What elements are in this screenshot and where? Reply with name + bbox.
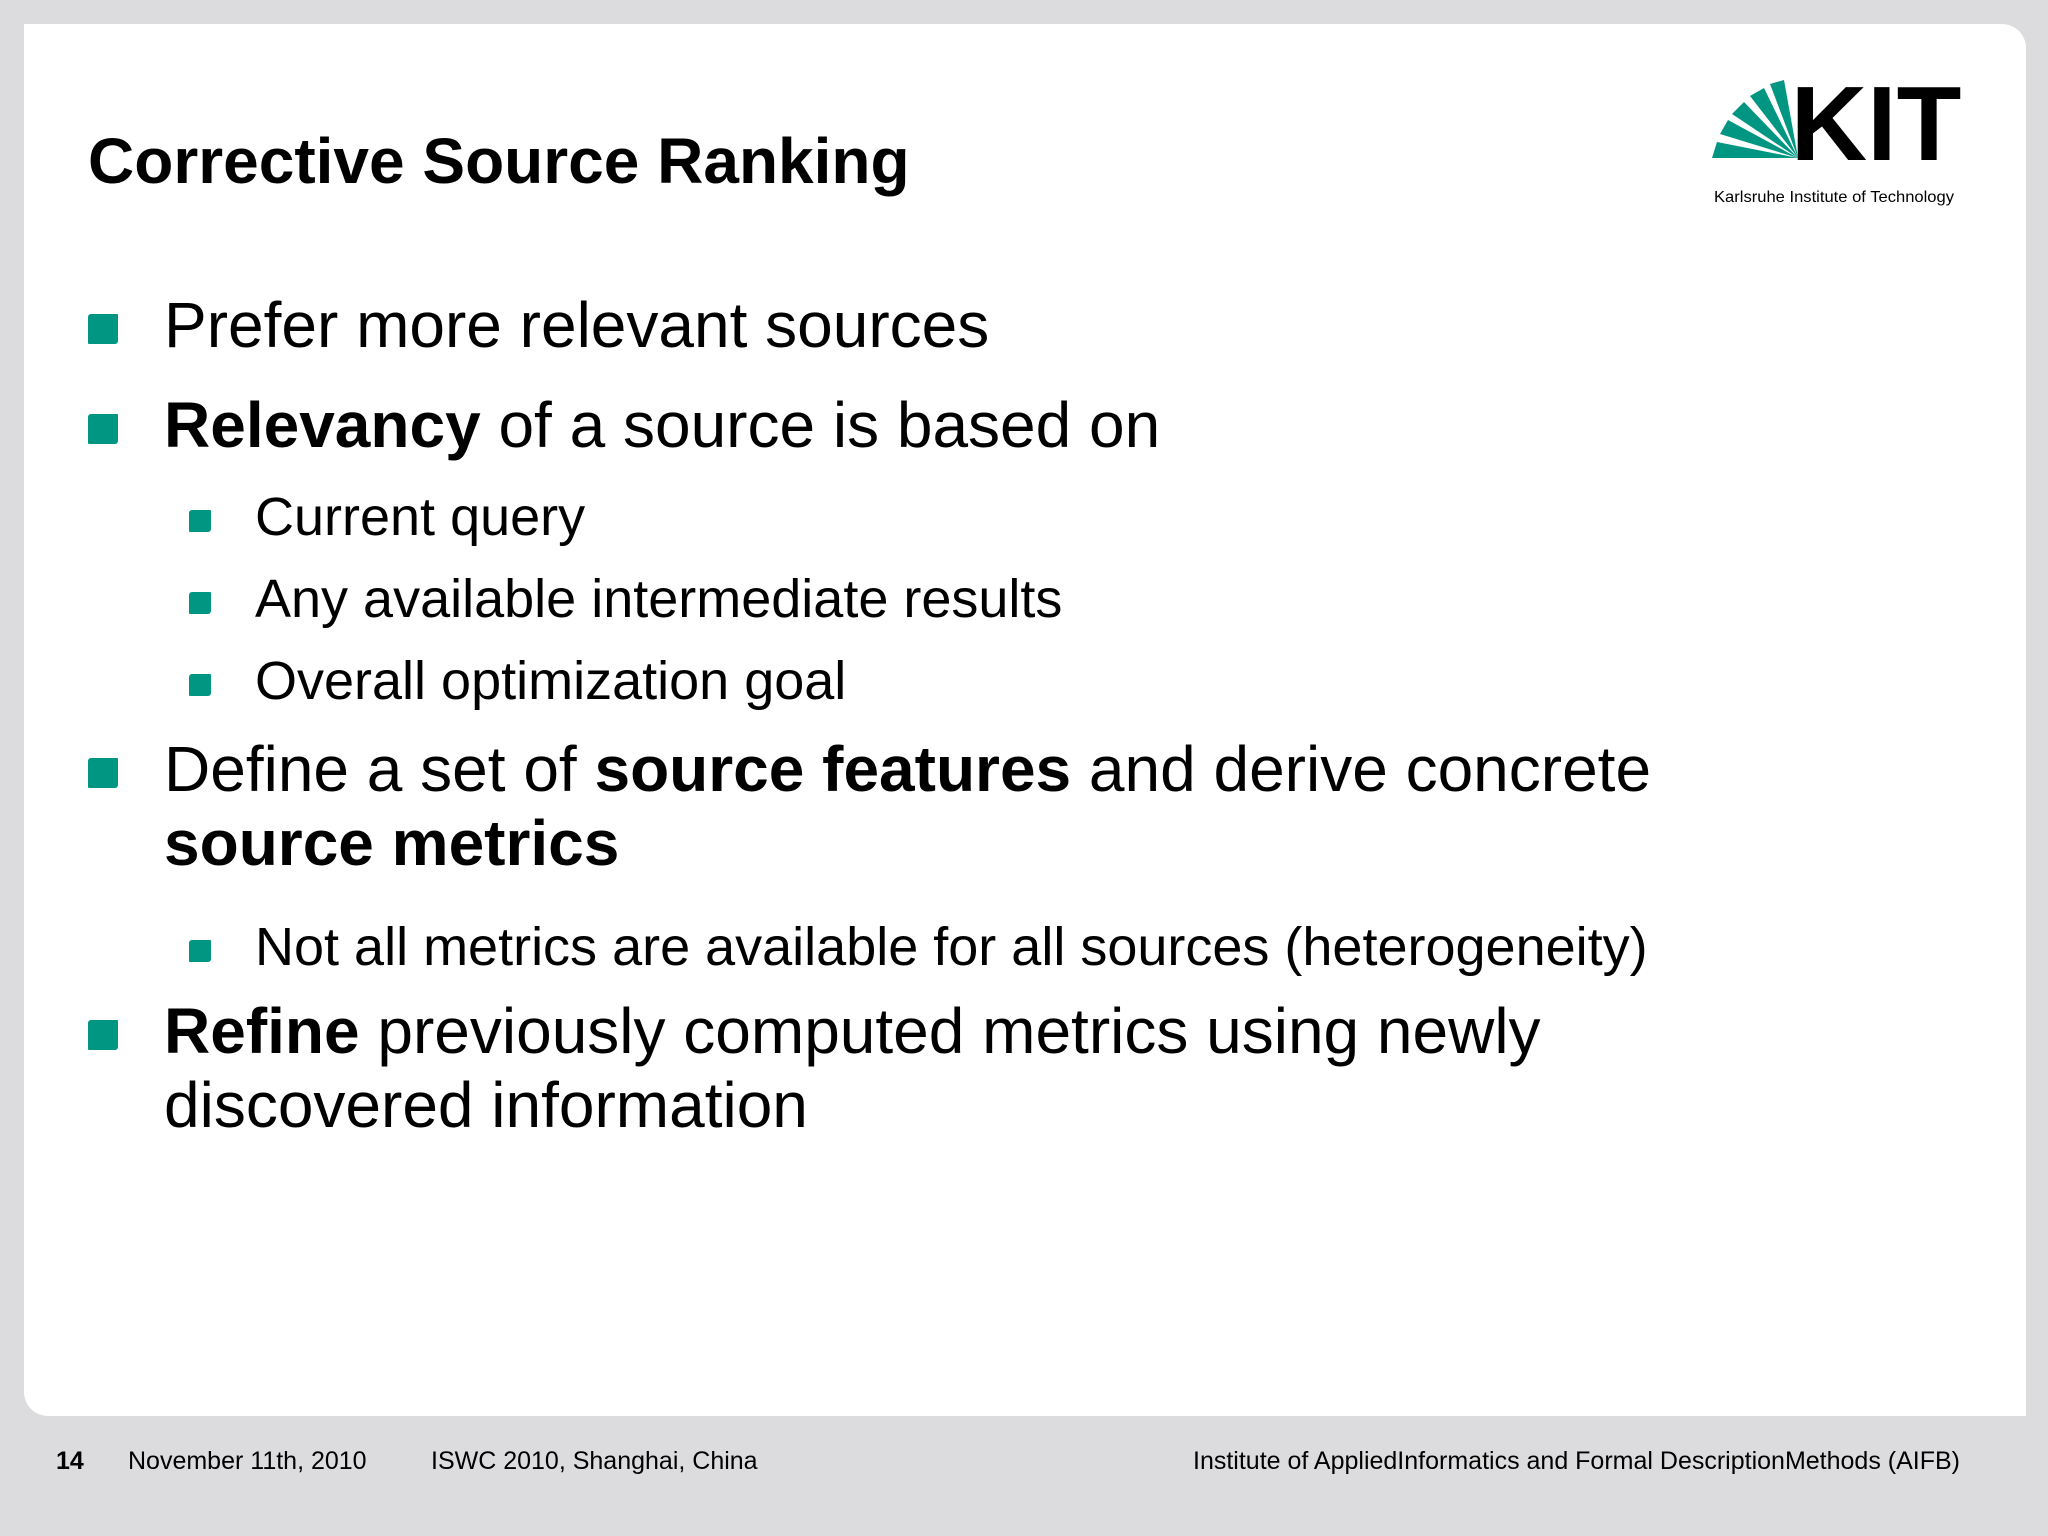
bullet-text: Overall optimization goal	[255, 651, 847, 711]
kit-wordmark: KIT	[1790, 72, 1962, 183]
bullet-square-icon	[189, 510, 211, 532]
bullet-line-1	[164, 732, 1651, 806]
sub-bullet-optimization-goal	[255, 650, 846, 712]
slide-title: Corrective Source Ranking	[88, 125, 910, 197]
footer-institute: Institute of AppliedInformatics and Formal DescriptionMethods (AIFB)	[1193, 1447, 1960, 1475]
bullet-square-icon	[189, 940, 211, 962]
bullet-source-features	[164, 732, 1651, 880]
slide	[24, 24, 2026, 1416]
bullet-square-icon	[189, 592, 211, 614]
bullet-square-icon	[88, 414, 118, 444]
bullet-text: previously computed metrics using newly	[359, 995, 1541, 1067]
bullet-text: Not all metrics are available for all sources (heterogeneity)	[255, 917, 1648, 977]
bullet-prefer-sources	[164, 288, 989, 362]
footer-conference: ISWC 2010, Shanghai, China	[431, 1447, 758, 1475]
bullet-text: and derive concrete	[1071, 733, 1652, 805]
page-number: 14	[56, 1447, 84, 1475]
bullet-square-icon	[88, 1020, 118, 1050]
bullet-text: Any available intermediate results	[255, 569, 1063, 629]
bullet-square-icon	[189, 674, 211, 696]
bullet-bold-term: Refine	[164, 995, 360, 1067]
footer-date: November 11th, 2010	[128, 1447, 367, 1475]
kit-logo-caption: Karlsruhe Institute of Technology	[1714, 189, 1954, 206]
sub-bullet-current-query	[255, 486, 585, 548]
bullet-bold-term: Relevancy	[164, 389, 481, 461]
bullet-refine-metrics	[164, 994, 1541, 1142]
bullet-text: Current query	[255, 487, 586, 547]
bullet-relevancy	[164, 388, 1160, 462]
bullet-text: Define a set of	[164, 733, 595, 805]
bullet-text: of a source is based on	[480, 389, 1161, 461]
bullet-square-icon	[88, 758, 118, 788]
bullet-line-1	[164, 994, 1541, 1068]
sub-bullet-heterogeneity	[255, 916, 1648, 978]
bullet-list	[24, 24, 2026, 1416]
bullet-text: Prefer more relevant sources	[164, 289, 990, 361]
sub-bullet-intermediate-results	[255, 568, 1062, 630]
bullet-bold-term: source features	[594, 733, 1072, 805]
bullet-line-2: discovered information	[164, 1069, 808, 1141]
bullet-square-icon	[88, 314, 118, 344]
bullet-line-2	[164, 806, 1651, 880]
bullet-bold-term: source metrics	[164, 807, 620, 879]
